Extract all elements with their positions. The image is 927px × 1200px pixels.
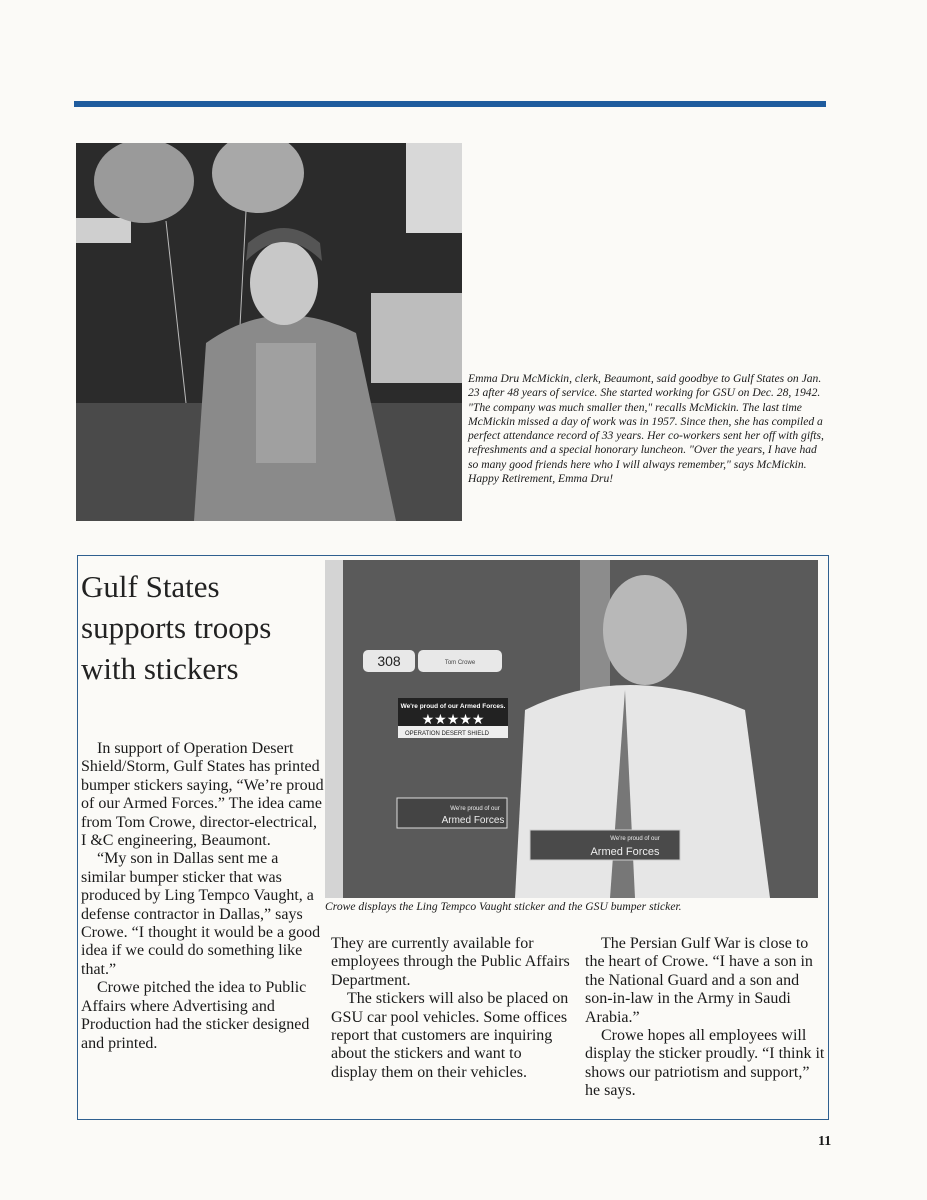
paragraph: The Persian Gulf War is close to the heart of Crowe. “I have a son in the National Guard and a son and son-in-law in the Army in Saudi Arabia.”: [585, 935, 813, 1026]
paragraph: Crowe pitched the idea to Public Affairs where Advertising and Production had the sticker designed and printed.: [81, 979, 310, 1052]
header-rule: [74, 101, 826, 107]
sticker2-top-text: We're proud of our: [450, 806, 500, 812]
svg-text:We're proud of our: We're proud of our: [610, 836, 660, 842]
article-column-2: [331, 935, 571, 1082]
room-number: 308: [377, 653, 401, 669]
paragraph: The stickers will also be placed on GSU car pool vehicles. Some offices report that customers are inquiring about the stickers and want to display them on their vehicles.: [331, 990, 569, 1081]
article-column-3: [585, 935, 827, 1101]
paragraph: In support of Operation Desert Shield/Storm, Gulf States has printed bumper stickers saying, “We’re proud of our Armed Forces.” The idea came from Tom Crowe, director-electrical, I &C engineering, Beaumont.: [81, 740, 324, 850]
crowe-photo: [325, 560, 818, 898]
article-column-1: [81, 740, 326, 1053]
article-title: Gulf States supports troops with stickers: [81, 569, 272, 686]
paragraph: Crowe hopes all employees will display the sticker proudly. “I think it shows our patriotism and support,” he says.: [585, 1027, 825, 1100]
svg-text:Armed Forces: Armed Forces: [590, 846, 660, 858]
sticker1-top-text: We're proud of our Armed Forces.: [400, 703, 506, 710]
page-number: 11: [818, 1134, 832, 1149]
retirement-photo-caption: Emma Dru McMickin, clerk, Beaumont, said goodbye to Gulf States on Jan. 23 after 48 years of service. She started working for GSU on Dec. 28, 1942. "The company was much smaller then," recalls McMickin. The last time McMickin missed a day of work was in 1957. Since then, she has compiled a perfect attendance record of 33 years. Her co-workers sent her off with gifts, refreshments and a special honorary luncheon. "Over the years, I have had so many good friends here who I will always remember," says McMickin. Happy Retirement, Emma Dru!: [468, 372, 824, 486]
paragraph: “My son in Dallas sent me a similar bumper sticker that was produced by Ling Tempco Vaught, a defense contractor in Dallas,” says Crowe. “I thought it would be a good idea if we could do something like that.”: [81, 850, 321, 978]
sticker2-main-text: Armed Forces: [441, 815, 505, 826]
name-plate: Tom Crowe: [444, 660, 476, 666]
paragraph: They are currently available for employees through the Public Affairs Department.: [331, 935, 570, 989]
svg-text:★★★★★: ★★★★★: [421, 713, 485, 728]
sticker1-bottom-text: OPERATION DESERT SHIELD: [404, 731, 490, 737]
retirement-photo: [76, 143, 462, 521]
crowe-photo-caption: Crowe displays the Ling Tempco Vaught sticker and the GSU bumper sticker.: [325, 900, 682, 913]
